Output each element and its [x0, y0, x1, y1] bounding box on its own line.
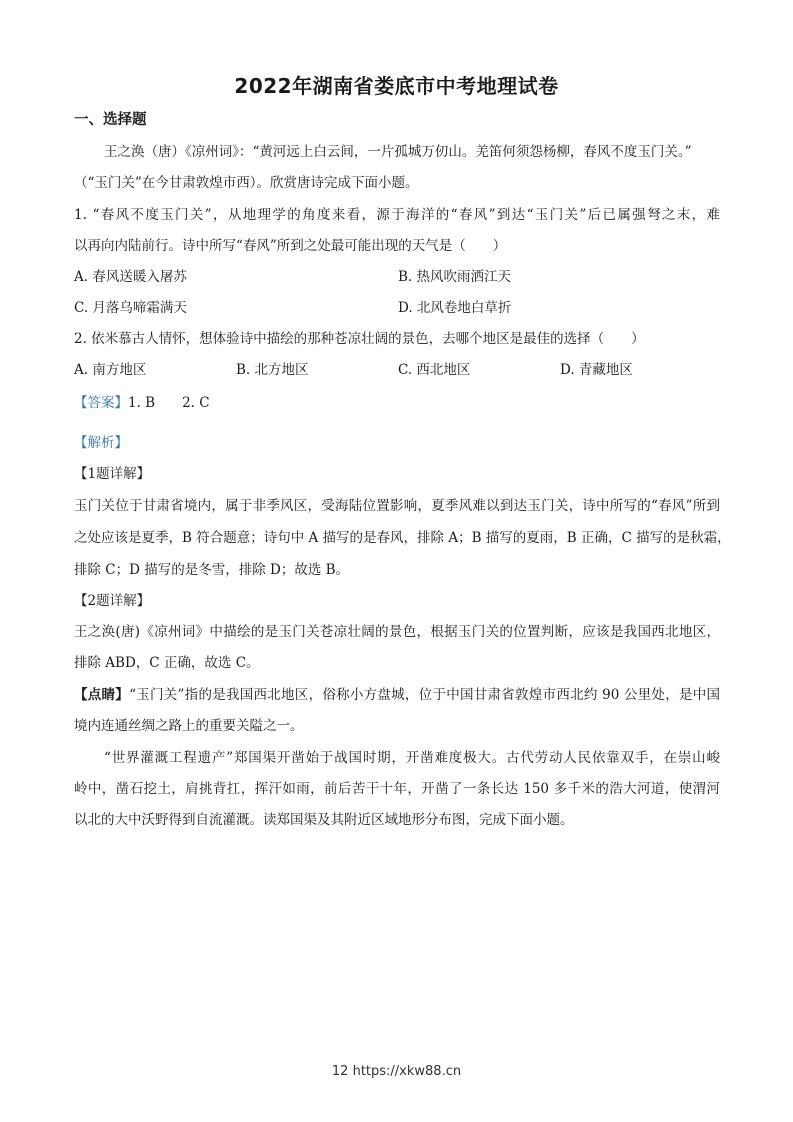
point-line-1 [74, 683, 720, 703]
q2-stem: 2. 依米慕古人情怀，想体验诗中描绘的那种苍凉壮阔的景色，去哪个地区是最佳的选择（ ） [74, 331, 645, 347]
point-line-2: 境内连通丝绸之路上的重要关隘之一。 [74, 718, 304, 734]
intro-line-2: （“玉门关”在今甘肃敦煌市西）。欣赏唐诗完成下面小题。 [74, 175, 419, 191]
q1-option-b: B. 热风吹雨洒江天 [398, 269, 512, 285]
q1-option-c: C. 月落乌啼霜满天 [74, 300, 187, 316]
q1-option-d: D. 北风卷地白草折 [398, 300, 512, 316]
q1-stem-line-2: 以再向内陆前行。诗中所写“春风”所到之处最可能出现的天气是（ ） [74, 238, 507, 254]
detail-1-line-2: 之处应该是夏季，B 符合题意；诗句中 A 描写的是春风，排除 A；B 描写的夏雨，B 正确，C 描写的是秋霜， [74, 530, 731, 546]
passage-line-3: 以北的大中沃野得到自流灌溉。读郑国渠及其附近区域地形分布图，完成下面小题。 [74, 812, 574, 828]
point-tag: 【点睛】 [74, 687, 130, 703]
intro-line-1: 王之涣（唐）《凉州词》：“黄河远上白云间，一片孤城万仞山。羌笛何须怨杨柳，春风不度玉门关。” [104, 144, 692, 160]
answer-tag: 【答案】 [74, 395, 128, 411]
analysis-tag: 【解析】 [74, 435, 128, 451]
passage-line-1: “世界灌溉工程遗产”郑国渠开凿始于战国时期，开凿难度极大。古代劳动人民依靠双手，在崇山峻 [104, 750, 720, 766]
q2-option-d: D. 青藏地区 [560, 362, 633, 378]
q1-option-a: A. 春风送暖入屠苏 [74, 269, 187, 285]
answer-line [74, 391, 210, 411]
detail-2-tag: 【2题详解】 [74, 593, 151, 609]
detail-1-line-1: 玉门关位于甘肃省境内，属于非季风区，受海陆位置影响，夏季风难以到达玉门关，诗中所写的“春风”所到 [74, 498, 720, 514]
detail-1-line-3: 排除 C；D 描写的是冬雪，排除 D；故选 B。 [74, 562, 350, 578]
q2-option-a: A. 南方地区 [74, 362, 147, 378]
q1-stem-line-1: 1. “春风不度玉门关”，从地理学的角度来看，源于海洋的“春风”到达“玉门关”后已属强弩之末，难 [74, 207, 720, 223]
detail-2-line-1: 王之涣(唐)《凉州词》中描绘的是玉门关苍凉壮阔的景色，根据玉门关的位置判断，应该是我国西北地区， [74, 624, 720, 640]
detail-2-line-2: 排除 ABD，C 正确，故选 C。 [74, 655, 260, 671]
q2-option-c: C. 西北地区 [398, 362, 471, 378]
page-footer: 12 https://xkw88.cn [331, 1064, 462, 1079]
passage-line-2: 岭中，凿石挖土，肩挑背扛，挥汗如雨，前后苦干十年，开凿了一条长达 150 多千米的浩大河道，使渭河 [74, 781, 720, 797]
page-title: 2022年湖南省娄底市中考地理试卷 [234, 74, 559, 98]
detail-1-tag: 【1题详解】 [74, 466, 151, 482]
point-text-1: “玉门关”指的是我国西北地区，俗称小方盘城，位于中国甘肃省敦煌市西北约 90 公里处，是中国 [129, 687, 720, 703]
q2-option-b: B. 北方地区 [236, 362, 309, 378]
section-heading: 一、选择题 [74, 112, 147, 128]
answer-text: 1. B 2. C [128, 395, 210, 411]
